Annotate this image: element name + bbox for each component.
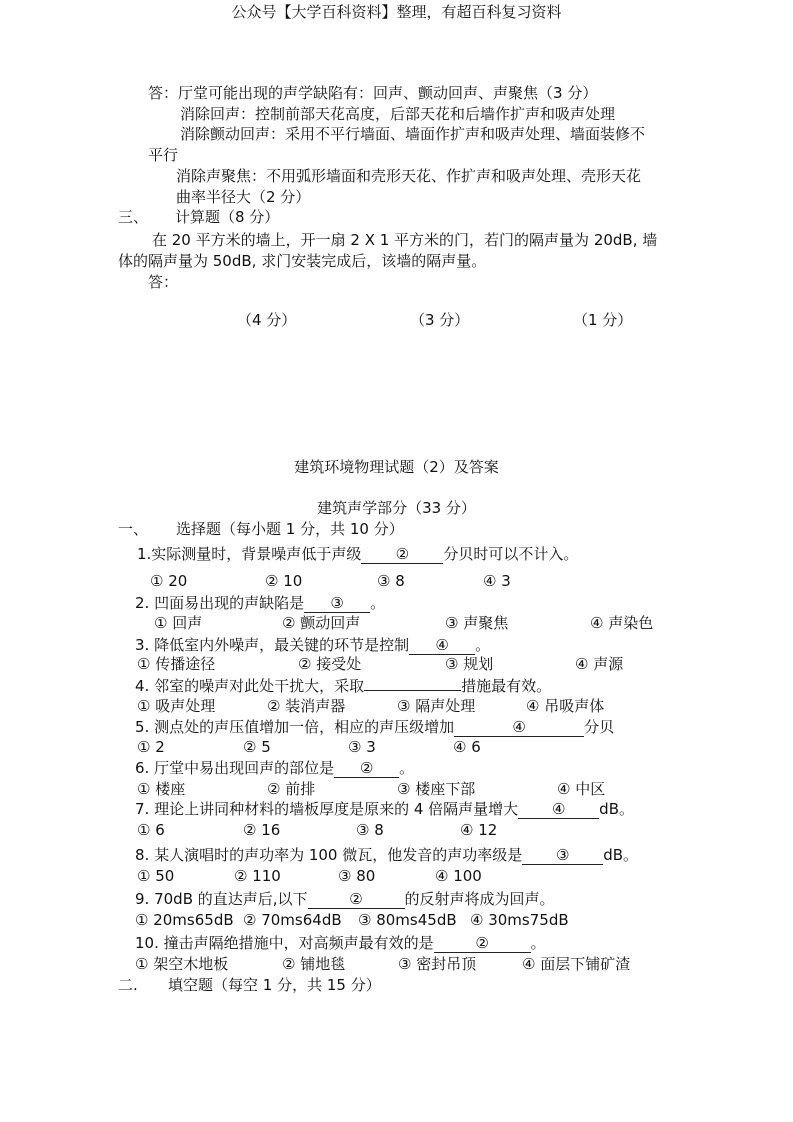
question-5 — [135, 717, 614, 737]
question-4 — [135, 676, 551, 696]
question-suffix: 分贝时可以不计入。 — [443, 545, 579, 563]
option-2: ② 110 — [234, 867, 281, 885]
option-1: ① 2 — [137, 738, 165, 756]
question-1 — [137, 544, 578, 564]
answer-line: 消除声聚焦：不用弧形墙面和壳形天花、作扩声和吸声处理、壳形天花 — [176, 167, 642, 185]
option-2: ② 5 — [243, 738, 271, 756]
option-3: ③ 80 — [338, 867, 376, 885]
option-1: ① 吸声处理 — [137, 697, 216, 715]
option-2: ② 70ms64dB — [243, 911, 342, 929]
option-3: ③ 8 — [356, 821, 384, 839]
score-label: （3 分） — [410, 311, 470, 329]
question-7 — [135, 799, 634, 819]
answer-blank: ④ — [454, 718, 584, 737]
option-2: ② 16 — [243, 821, 281, 839]
question-suffix: 的反射声将成为回声。 — [404, 890, 555, 908]
answer-line: 消除回声：控制前部天花高度，后部天花和后墙作扩声和吸声处理 — [180, 105, 616, 123]
question-6 — [135, 758, 414, 778]
option-4: ④ 吊吸声体 — [526, 697, 605, 715]
option-4: ④ 12 — [460, 821, 498, 839]
option-2: ② 接受处 — [298, 655, 362, 673]
option-1: ① 20ms65dB — [135, 911, 234, 929]
section-number: 一、 — [118, 520, 149, 538]
option-2: ② 铺地毯 — [282, 955, 346, 973]
option-3: ③ 80ms45dB — [358, 911, 457, 929]
option-4: ④ 100 — [435, 867, 482, 885]
answer-blank: ③ — [304, 594, 370, 613]
section-title: 计算题（8 分） — [175, 208, 280, 226]
question-suffix: 。 — [530, 934, 546, 952]
answer-blank — [364, 690, 461, 691]
section-title: 选择题（每小题 1 分，共 10 分） — [176, 520, 404, 538]
option-3: ③ 楼座下部 — [397, 780, 476, 798]
section-title: 填空题（每空 1 分，共 15 分） — [168, 976, 381, 994]
exam-title: 建筑环境物理试题（2）及答案 — [294, 458, 499, 476]
option-1: ① 回声 — [154, 614, 203, 632]
option-3: ③ 规划 — [445, 655, 494, 673]
answer-line: 答：厅堂可能出现的声学缺陷有：回声、颤动回声、声聚焦（3 分） — [148, 84, 598, 102]
answer-blank: ② — [434, 934, 531, 953]
answer-blank: ③ — [522, 846, 603, 865]
question-text: 2. 凹面易出现的声缺陷是 — [135, 594, 305, 612]
option-3: ③ 密封吊顶 — [398, 955, 477, 973]
option-4: ④ 中区 — [557, 780, 606, 798]
answer-blank: ② — [308, 890, 405, 909]
score-label: （4 分） — [237, 311, 297, 329]
question-2 — [135, 593, 385, 613]
option-4: ④ 声染色 — [590, 614, 654, 632]
option-1: ① 50 — [137, 867, 175, 885]
option-3: ③ 3 — [348, 738, 376, 756]
question-suffix: dB。 — [599, 800, 634, 818]
option-1: ① 楼座 — [137, 780, 186, 798]
question-suffix: 分贝 — [584, 718, 615, 736]
answer-line: 消除颤动回声：采用不平行墙面、墙面作扩声和吸声处理、墙面装修不 — [180, 125, 646, 143]
answer-blank: ④ — [518, 800, 599, 819]
question-text: 9. 70dB 的直达声后,以下 — [135, 890, 308, 908]
option-2: ② 颤动回声 — [282, 614, 361, 632]
question-suffix: 。 — [399, 759, 415, 777]
question-suffix: dB。 — [603, 846, 639, 864]
option-2: ② 前排 — [267, 780, 316, 798]
answer-blank: ② — [361, 545, 443, 564]
answer-label: 答： — [148, 273, 179, 291]
score-label: （1 分） — [573, 311, 633, 329]
option-4: ④ 3 — [483, 572, 511, 590]
part-title: 建筑声学部分（33 分） — [317, 499, 476, 517]
question-text: 7. 理论上讲同种材料的墙板厚度是原来的 4 倍隔声量增大 — [135, 800, 519, 818]
option-4: ④ 面层下铺矿渣 — [522, 955, 631, 973]
question-8 — [135, 845, 638, 865]
section-number: 二. — [118, 976, 138, 994]
question-suffix: 。 — [475, 636, 491, 654]
question-text: 4. 邻室的噪声对此处干扰大，采取 — [135, 677, 365, 695]
question-text: 8. 某人演唱时的声功率为 100 微瓦，他发音的声功率级是 — [135, 846, 523, 864]
question-text: 5. 测点处的声压值增加一倍，相应的声压级增加 — [135, 718, 455, 736]
option-3: ③ 隔声处理 — [397, 697, 476, 715]
section-number: 三、 — [118, 208, 149, 226]
question-text: 在 20 平方米的墙上，开一扇 2 X 1 平方米的门，若门的隔声量为 20dB, 墙 — [152, 231, 658, 249]
question-suffix: 。 — [370, 594, 386, 612]
option-1: ① 20 — [150, 572, 188, 590]
page-header-banner: 公众号【大学百科资料】整理，有超百科复习资料 — [231, 3, 562, 21]
option-4: ④ 声源 — [575, 655, 624, 673]
question-text: 10. 撞击声隔绝措施中，对高频声最有效的是 — [135, 934, 434, 952]
question-suffix: 措施最有效。 — [461, 677, 552, 695]
question-3 — [135, 635, 490, 655]
question-9 — [135, 889, 555, 909]
question-text: 1.实际测量时，背景噪声低于声级 — [137, 545, 362, 563]
answer-blank: ② — [334, 759, 399, 778]
answer-line: 曲率半径大（2 分） — [176, 188, 311, 206]
option-3: ③ 声聚焦 — [445, 614, 509, 632]
option-1: ① 6 — [137, 821, 165, 839]
answer-blank: ④ — [409, 636, 475, 655]
option-2: ② 装消声器 — [267, 697, 346, 715]
option-1: ① 传播途径 — [137, 655, 216, 673]
question-text: 体的隔声量为 50dB, 求门安装完成后，该墙的隔声量。 — [118, 252, 487, 270]
option-1: ① 架空木地板 — [135, 955, 229, 973]
answer-line: 平行 — [148, 146, 179, 164]
option-4: ④ 6 — [453, 738, 481, 756]
question-text: 3. 降低室内外噪声，最关键的环节是控制 — [135, 636, 410, 654]
option-4: ④ 30ms75dB — [470, 911, 569, 929]
option-3: ③ 8 — [377, 572, 405, 590]
option-2: ② 10 — [265, 572, 303, 590]
question-text: 6. 厅堂中易出现回声的部位是 — [135, 759, 335, 777]
question-10 — [135, 933, 546, 953]
